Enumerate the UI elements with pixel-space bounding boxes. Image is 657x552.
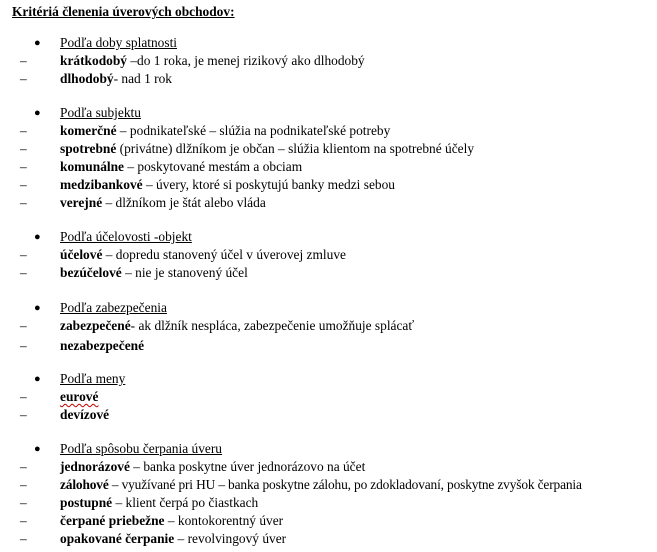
bullet-icon: ● <box>34 37 41 49</box>
dash-marker: – <box>20 495 27 510</box>
list-item-text <box>60 246 346 264</box>
item-description: – dopredu stanovený účel v úverovej zmluve <box>102 247 346 262</box>
item-term: komunálne <box>60 159 124 174</box>
item-description: – revolvingový úver <box>174 531 287 546</box>
item-description: - nad 1 rok <box>113 71 172 86</box>
bullet-icon: ● <box>34 302 41 314</box>
dash-marker: – <box>20 513 27 528</box>
list-item-text <box>60 476 582 494</box>
item-term: komerčné <box>60 123 117 138</box>
list-item-text <box>60 264 248 282</box>
item-description: – podnikateľské – slúžia na podnikateľské potreby <box>116 123 391 138</box>
item-term: čerpané priebežne <box>60 513 165 528</box>
list-item-text <box>60 158 302 176</box>
list-item-text <box>60 70 172 88</box>
item-description: – klient čerpá po čiastkach <box>112 495 259 510</box>
bullet-icon: ● <box>34 443 41 455</box>
list-item-text <box>60 176 395 194</box>
list-item-text <box>60 512 283 530</box>
item-description: – banka poskytne úver jednorázovo na účet <box>129 459 366 474</box>
section-heading-label: Podľa doby splatnosti <box>60 35 178 50</box>
item-term: dlhodobý <box>60 71 114 86</box>
item-description: – využívané pri HU – banka poskytne zálohu, po zdokladovaní, poskytne zvyšok čerpania <box>108 477 582 492</box>
dash-marker: – <box>20 459 27 474</box>
dash-marker: – <box>20 247 27 262</box>
item-term: krátkodobý <box>60 53 127 68</box>
dash-marker: – <box>20 265 27 280</box>
item-term: opakované čerpanie <box>60 531 175 546</box>
item-description: – kontokorentný úver <box>164 513 284 528</box>
item-term: zabezpečené <box>60 318 131 333</box>
item-description: –do 1 roka, je menej rizikový ako dlhodobý <box>126 53 365 68</box>
list-item-text <box>60 494 258 512</box>
item-term: spotrebné <box>60 141 117 156</box>
list-item-text <box>60 194 266 212</box>
item-term: eurové <box>60 389 99 404</box>
item-term: postupné <box>60 495 113 510</box>
list-item-text <box>60 337 144 355</box>
item-term: zálohové <box>60 477 109 492</box>
document-title: Kritériá členenia úverových obchodov: <box>12 4 235 19</box>
section-heading-label: Podľa spôsobu čerpania úveru <box>60 441 222 456</box>
dash-marker: – <box>20 531 27 546</box>
dash-marker: – <box>20 407 27 422</box>
list-item-text <box>60 317 414 335</box>
dash-marker: – <box>20 338 27 353</box>
item-description: - ak dlžník nespláca, zabezpečenie umožňuje splácať <box>130 318 415 333</box>
item-term: účelové <box>60 247 103 262</box>
item-term: medzibankové <box>60 177 143 192</box>
list-item-text <box>60 530 286 548</box>
dash-marker: – <box>20 123 27 138</box>
dash-marker: – <box>20 141 27 156</box>
section-heading-label: Podľa meny <box>60 371 126 386</box>
item-term: jednorázové <box>60 459 130 474</box>
bullet-icon: ● <box>34 373 41 385</box>
list-item-text <box>60 406 109 424</box>
section-heading-label: Podľa účelovosti -objekt <box>60 229 192 244</box>
item-term: verejné <box>60 195 103 210</box>
item-term: devízové <box>60 407 110 422</box>
section-heading-label: Podľa subjektu <box>60 105 141 120</box>
item-description: (privátne) dlžníkom je občan – slúžia klientom na spotrebné účely <box>116 141 475 156</box>
list-item-text <box>60 122 390 140</box>
section-heading-label: Podľa zabezpečenia <box>60 300 167 315</box>
dash-marker: – <box>20 195 27 210</box>
dash-marker: – <box>20 71 27 86</box>
list-item-text <box>60 458 365 476</box>
item-term: nezabezpečené <box>60 338 145 353</box>
dash-marker: – <box>20 159 27 174</box>
list-item-text <box>60 140 474 158</box>
list-item-text <box>60 52 365 70</box>
bullet-icon: ● <box>34 107 41 119</box>
list-item-text <box>60 388 98 406</box>
bullet-icon: ● <box>34 231 41 243</box>
item-description: – nie je stanovený účel <box>121 265 248 280</box>
item-description: – poskytované mestám a obciam <box>124 159 303 174</box>
dash-marker: – <box>20 318 27 333</box>
item-term: bezúčelové <box>60 265 122 280</box>
dash-marker: – <box>20 53 27 68</box>
item-description: – úvery, ktoré si poskytujú banky medzi sebou <box>142 177 395 192</box>
dash-marker: – <box>20 177 27 192</box>
dash-marker: – <box>20 389 27 404</box>
item-description: – dlžníkom je štát alebo vláda <box>102 195 266 210</box>
dash-marker: – <box>20 477 27 492</box>
